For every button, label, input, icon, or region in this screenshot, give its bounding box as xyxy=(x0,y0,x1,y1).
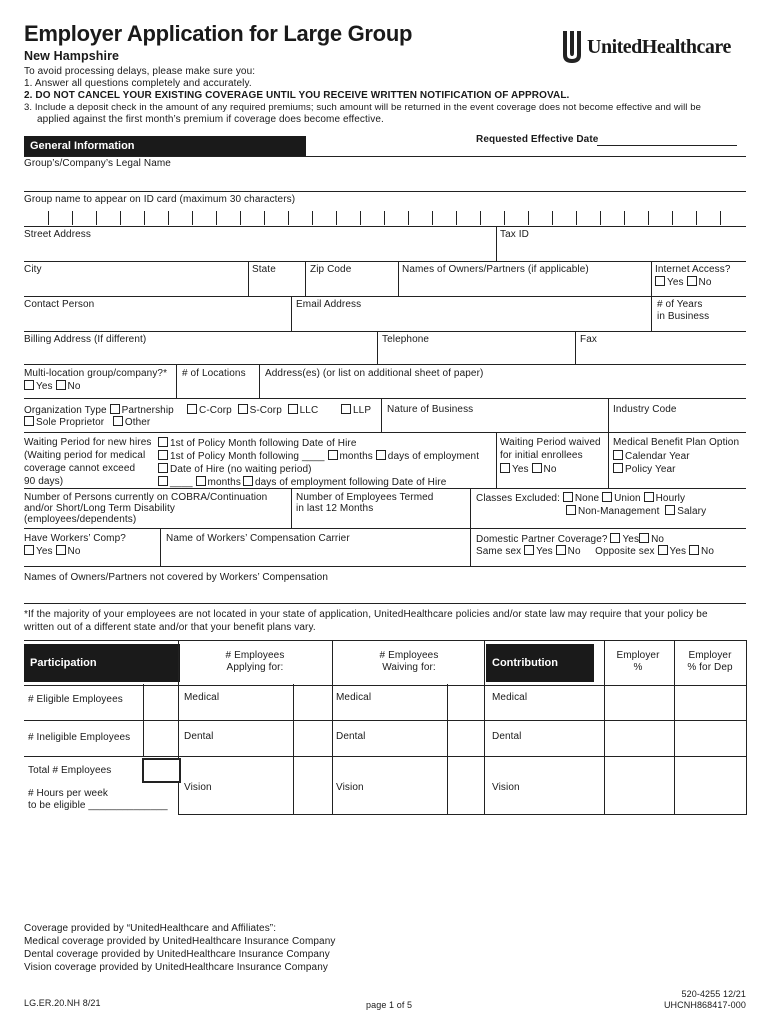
waiting-period-label: Waiting Period for new hires xyxy=(24,437,152,448)
vision-contribution: Vision xyxy=(492,782,520,793)
contribution-header: Contribution xyxy=(486,644,594,682)
state-label: State xyxy=(252,264,276,275)
years-label: # of Years xyxy=(657,299,703,310)
checkbox-none[interactable]: None xyxy=(563,493,599,504)
checkbox-policy-year[interactable]: Policy Year xyxy=(613,464,676,475)
checkbox-no[interactable]: No xyxy=(556,546,581,557)
checkbox-yes[interactable]: Yes xyxy=(658,546,687,557)
total-employees-field[interactable] xyxy=(142,758,181,783)
medical-waiving: Medical xyxy=(336,692,372,703)
coverage-line-1: Coverage provided by “UnitedHealthcare and Affiliates”: xyxy=(24,923,277,934)
email-label: Email Address xyxy=(296,299,362,310)
checkbox-no[interactable]: No xyxy=(532,464,557,475)
contact-label: Contact Person xyxy=(24,299,95,310)
divider xyxy=(24,156,746,157)
checkbox-partnership[interactable]: Partnership xyxy=(110,405,174,416)
divider xyxy=(24,364,746,365)
termed-label: Number of Employees Termed xyxy=(296,492,434,503)
divider xyxy=(24,488,746,489)
applying-label: # Employees xyxy=(225,650,285,661)
checkbox-non-management[interactable]: Non-Management xyxy=(566,506,659,517)
checkbox-yes[interactable]: Yes xyxy=(524,546,553,557)
vision-applying: Vision xyxy=(184,782,212,793)
footer-code-2: UHCNH868417-000 xyxy=(663,1000,746,1010)
checkbox-first-of-month-following[interactable]: 1st of Policy Month following ____ xyxy=(158,451,325,462)
checkbox-yes[interactable]: Yes xyxy=(500,464,529,475)
same-sex-label: Same sex xyxy=(476,546,522,557)
general-info-header: General Information xyxy=(24,136,306,156)
checkbox-yes[interactable]: Yes xyxy=(610,534,639,545)
opposite-sex-label: Opposite sex xyxy=(595,546,655,557)
checkbox-date-of-hire[interactable]: Date of Hire (no waiting period) xyxy=(158,464,312,475)
checkbox-llp[interactable]: LLP xyxy=(341,405,371,416)
checkbox-months-2[interactable]: months xyxy=(196,477,241,488)
coverage-line-3: Dental coverage provided by UnitedHealthcare Insurance Company xyxy=(24,949,330,960)
waiving-label: # Employees xyxy=(379,650,439,661)
hours-per-week-label: # Hours per week xyxy=(28,788,108,799)
multi-location-label: Multi-location group/company?* xyxy=(24,368,168,379)
total-employees-label: Total # Employees xyxy=(28,765,112,776)
city-label: City xyxy=(24,264,42,275)
divider xyxy=(24,191,746,192)
form-id: LG.ER.20.NH 8/21 xyxy=(24,998,101,1008)
cobra-label: Number of Persons currently on COBRA/Continuation xyxy=(24,492,268,503)
legal-name-field[interactable] xyxy=(24,170,746,190)
page-number: page 1 of 5 xyxy=(366,1000,413,1010)
checkbox-blank[interactable]: ____ xyxy=(158,477,193,488)
workers-comp-label: Have Workers’ Comp? xyxy=(24,533,126,544)
checkbox-yes[interactable]: Yes xyxy=(24,546,53,557)
billing-label: Billing Address (If different) xyxy=(24,334,147,345)
instructions-intro: To avoid processing delays, please make sure you: xyxy=(24,66,256,77)
id-card-name-label: Group name to appear on ID card (maximum 30 characters) xyxy=(24,194,296,205)
domestic-partner-label: Domestic Partner Coverage? xyxy=(476,534,608,545)
checkbox-scorp[interactable]: S-Corp xyxy=(238,405,282,416)
divider xyxy=(24,331,746,332)
checkbox-llc[interactable]: LLC xyxy=(288,405,319,416)
disclaimer-line-2: written out of a different state and/or that your benefit plans vary. xyxy=(24,622,316,633)
ineligible-employees-label: # Ineligible Employees xyxy=(28,732,131,743)
id-card-name-field[interactable] xyxy=(24,208,746,226)
dental-contribution: Dental xyxy=(492,731,522,742)
zip-label: Zip Code xyxy=(310,264,352,275)
internet-yes-no[interactable] xyxy=(655,276,712,289)
instruction-1: 1. Answer all questions completely and accurately. xyxy=(24,78,252,89)
org-type-label[interactable]: Organization Type Partnership xyxy=(24,405,174,416)
carrier-label: Name of Workers’ Compensation Carrier xyxy=(166,533,350,544)
page-title: Employer Application for Large Group xyxy=(24,21,413,46)
coverage-line-2: Medical coverage provided by UnitedHealthcare Insurance Company xyxy=(24,936,336,947)
divider xyxy=(24,296,746,297)
checkbox-salary[interactable]: Salary xyxy=(665,506,706,517)
instruction-2: 2. DO NOT CANCEL YOUR EXISTING COVERAGE UNTIL YOU RECEIVE WRITTEN NOTIFICATION OF APPROVAL. xyxy=(24,90,570,101)
checkbox-months[interactable]: months xyxy=(328,451,373,462)
checkbox-union[interactable]: Union xyxy=(602,493,641,504)
divider xyxy=(24,261,746,262)
plan-option-label: Medical Benefit Plan Option xyxy=(613,437,740,448)
divider xyxy=(24,432,746,433)
checkbox-yes[interactable]: Yes xyxy=(24,381,53,392)
checkbox-no[interactable]: No xyxy=(687,277,712,288)
checkbox-days-following[interactable]: days of employment following Date of Hire xyxy=(243,477,446,488)
nature-of-business-label: Nature of Business xyxy=(387,404,474,415)
effective-date-label: Requested Effective Date xyxy=(476,134,599,145)
internet-access-label: Internet Access? xyxy=(655,264,731,275)
effective-date-field[interactable] xyxy=(597,145,737,146)
tax-id-label: Tax ID xyxy=(500,229,529,240)
classes-excluded-label: Classes Excluded: xyxy=(476,493,560,504)
telephone-label: Telephone xyxy=(382,334,430,345)
checkbox-hourly[interactable]: Hourly xyxy=(644,493,686,504)
unitedhealthcare-logo xyxy=(560,29,750,65)
footer-code-1: 520-4255 12/21 xyxy=(681,989,746,999)
divider xyxy=(24,226,746,227)
disclaimer-line-1: *If the majority of your employees are not located in your state of application, UnitedHealthcare policies and/or state law may require that your policy be xyxy=(24,609,708,620)
addresses-label: Address(es) (or list on additional sheet of paper) xyxy=(265,368,484,379)
checkbox-no[interactable]: No xyxy=(689,546,714,557)
instruction-3: 3. Include a deposit check in the amount of any required premiums; such amount will be returned in the event coverage does not become effective and will be xyxy=(24,102,702,113)
owners-label: Names of Owners/Partners (if applicable) xyxy=(402,264,589,275)
medical-applying: Medical xyxy=(184,692,220,703)
legal-name-label: Group’s/Company’s Legal Name xyxy=(24,158,171,169)
checkbox-no[interactable]: No xyxy=(56,381,81,392)
checkbox-calendar-year[interactable]: Calendar Year xyxy=(613,451,690,462)
employer-pct-label: Employer xyxy=(616,650,660,661)
checkbox-days[interactable]: days of employment xyxy=(376,451,479,462)
participation-header: Participation xyxy=(24,644,180,682)
state-subtitle: New Hampshire xyxy=(24,49,120,63)
checkbox-no[interactable]: No xyxy=(56,546,81,557)
locations-label: # of Locations xyxy=(182,368,246,379)
divider xyxy=(24,398,746,399)
industry-code-label: Industry Code xyxy=(613,404,677,415)
uhc-shield-icon xyxy=(560,29,584,65)
dental-applying: Dental xyxy=(184,731,214,742)
eligible-employees-label: # Eligible Employees xyxy=(28,694,123,705)
instruction-3-cont: applied against the first month’s premium if coverage does become effective. xyxy=(37,114,384,125)
logo-text: UnitedHealthcare xyxy=(587,36,731,58)
checkbox-ccorp[interactable]: C-Corp xyxy=(187,405,232,416)
employer-dep-label: Employer xyxy=(688,650,732,661)
checkbox-no[interactable]: No xyxy=(639,534,664,545)
street-label: Street Address xyxy=(24,229,91,240)
divider xyxy=(24,566,746,567)
coverage-line-4: Vision coverage provided by UnitedHealthcare Insurance Company xyxy=(24,962,328,973)
checkbox-first-of-month[interactable]: 1st of Policy Month following Date of Hire xyxy=(158,438,357,449)
fax-label: Fax xyxy=(580,334,597,345)
years-label-2: in Business xyxy=(657,311,710,322)
medical-contribution: Medical xyxy=(492,692,528,703)
checkbox-yes[interactable]: Yes xyxy=(655,277,684,288)
checkbox-other[interactable]: Other xyxy=(113,417,151,428)
divider xyxy=(24,528,746,529)
divider xyxy=(24,603,746,604)
vision-waiving: Vision xyxy=(336,782,364,793)
dental-waiving: Dental xyxy=(336,731,366,742)
waived-label: Waiting Period waived xyxy=(500,437,601,448)
not-covered-label: Names of Owners/Partners not covered by Workers’ Compensation xyxy=(24,572,328,583)
checkbox-sole-proprietor[interactable]: Sole Proprietor xyxy=(24,417,104,428)
